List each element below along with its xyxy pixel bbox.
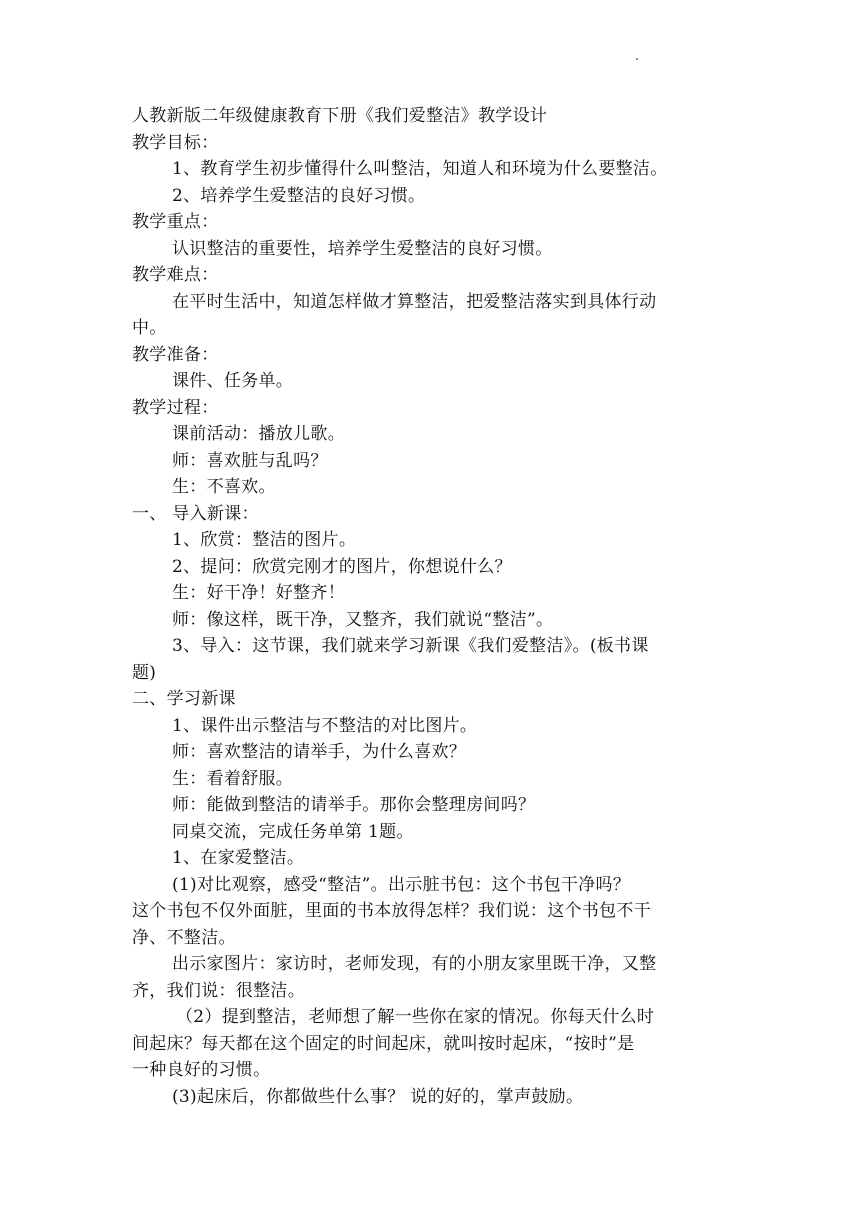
- text-line: 在平时生活中，知道怎样做才算整洁，把爱整洁落实到具体行动: [172, 291, 657, 312]
- text-line: 一种良好的习惯。: [132, 1060, 271, 1080]
- text-line: 课件、任务单。: [172, 371, 294, 391]
- text-line: 齐，我们说：很整洁。: [132, 980, 305, 1001]
- text-line: 师：喜欢整洁的请举手，为什么喜欢？: [172, 742, 467, 762]
- text-line: 1、课件出示整洁与不整洁的对比图片。: [172, 715, 478, 736]
- text-line: 二、学习新课: [132, 689, 236, 709]
- text-line: 师：像这样，既干净，又整齐，我们就说“整洁”。: [172, 609, 554, 630]
- text-line: 师：喜欢脏与乱吗？: [172, 450, 328, 471]
- text-line: 这个书包不仅外面脏，里面的书本放得怎样？我们说：这个书包不干: [132, 901, 651, 921]
- page-dot-mark: [636, 58, 638, 60]
- text-line: 净、不整洁。: [132, 927, 236, 948]
- text-line: 1、在家爱整洁。: [172, 848, 305, 868]
- text-line: 同桌交流，完成任务单第 1题。: [172, 821, 414, 842]
- text-line: 生：看着舒服。: [172, 768, 294, 789]
- text-line: （2）提到整洁，老师想了解一些你在家的情况。你每天什么时: [176, 1007, 655, 1027]
- text-line: 教学准备：: [132, 344, 219, 365]
- document-body: [132, 103, 732, 1110]
- text-line: 教学难点：: [132, 265, 219, 285]
- document-title: 人教新版二年级健康教育下册《我们爱整洁》教学设计: [132, 106, 548, 126]
- text-line: 出示家图片：家访时，老师发现，有的小朋友家里既干净，又整: [172, 954, 657, 974]
- text-line: 教学过程：: [132, 397, 219, 418]
- text-line: 中。: [132, 318, 167, 338]
- text-line: 一、 导入新课：: [132, 503, 259, 524]
- text-line: 教学目标：: [132, 132, 219, 153]
- text-line: (1)对比观察，感受“整洁”。出示脏书包：这个书包干净吗？: [172, 874, 631, 895]
- text-line: 3、导入：这节课，我们就来学习新课《我们爱整洁》。(板书课: [172, 636, 649, 656]
- text-line: 间起床？每天都在这个固定的时间起床，就叫按时起床，“按时”是: [132, 1033, 635, 1054]
- text-line: 题): [132, 662, 157, 683]
- text-line: 2、培养学生爱整洁的良好习惯。: [172, 185, 426, 206]
- text-line: 认识整洁的重要性，培养学生爱整洁的良好习惯。: [172, 238, 553, 259]
- text-line: 生：不喜欢。: [172, 477, 276, 497]
- text-line: 课前活动：播放儿歌。: [172, 424, 345, 444]
- text-line: 生：好干净！好整齐！: [172, 583, 345, 603]
- text-line: (3)起床后，你都做些什么事？ 说的好的，掌声鼓励。: [172, 1086, 584, 1107]
- text-line: 1、教育学生初步懂得什么叫整洁，知道人和环境为什么要整洁。: [172, 159, 668, 179]
- text-line: 1、欣赏：整洁的图片。: [172, 530, 357, 550]
- text-line: 教学重点：: [132, 212, 219, 232]
- text-line: 2、提问：欣赏完刚才的图片，你想说什么？: [172, 556, 512, 577]
- text-line: 师：能做到整洁的请举手。那你会整理房间吗？: [172, 795, 536, 815]
